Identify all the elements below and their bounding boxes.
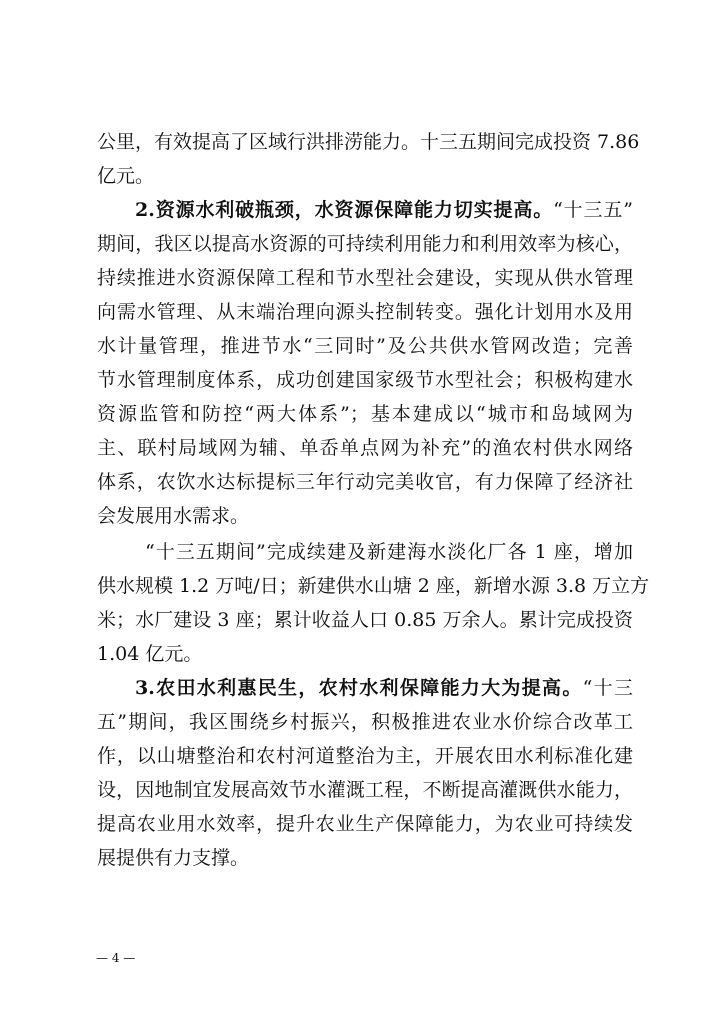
body-text-fragment: “十三 xyxy=(582,677,633,699)
body-text-fragment: “十三五” xyxy=(553,199,633,221)
body-text-line: 米；水厂建设 3 座；累计收益人口 0.85 万余人。累计完成投资 xyxy=(97,609,633,631)
body-text-line: 体系，农饮水达标提标三年行动完美收官，有力保障了经济社 xyxy=(97,471,633,493)
body-text-line: 1.04 亿元。 xyxy=(97,643,203,665)
section-heading-line xyxy=(135,195,633,225)
body-text-line: 持续推进水资源保障工程和节水型社会建设，实现从供水管理 xyxy=(97,267,633,289)
body-text-line: 供水规模 1.2 万吨/日；新建供水山塘 2 座，新增水源 3.8 万立方 xyxy=(97,575,650,597)
body-text-line: “十三五期间”完成续建及新建海水淡化厂各 1 座，增加 xyxy=(145,541,633,563)
body-text-line: 五”期间，我区围绕乡村振兴，积极推进农业水价综合改革工 xyxy=(97,711,633,733)
body-text-line: 作，以山塘整治和农村河道整治为主，开展农田水利标准化建 xyxy=(97,745,633,767)
body-text-line: 期间，我区以提高水资源的可持续利用能力和利用效率为核心， xyxy=(97,233,633,255)
body-text-line: 水计量管理，推进节水“三同时”及公共供水管网改造；完善 xyxy=(97,335,633,357)
body-text-line: 公里，有效提高了区域行洪排涝能力。十三五期间完成投资 7.86 xyxy=(97,131,640,153)
body-text-line: 展提供有力支撑。 xyxy=(97,847,250,869)
body-text-line: 向需水管理、从末端治理向源头控制转变。强化计划用水及用 xyxy=(97,301,633,323)
section-heading: 3.农田水利惠民生，农村水利保障能力大为提高。 xyxy=(135,677,583,699)
section-heading: 2.资源水利破瓶颈，水资源保障能力切实提高。 xyxy=(135,199,554,221)
page-number: — 4 — xyxy=(96,951,136,965)
body-text-line: 亿元。 xyxy=(97,165,155,187)
body-text-line: 节水管理制度体系，成功创建国家级节水型社会；积极构建水 xyxy=(97,369,633,391)
body-text-line: 资源监管和防控“两大体系”；基本建成以“城市和岛域网为 xyxy=(97,403,633,425)
body-text-line: 主、联村局域网为辅、单岙单点网为补充”的渔农村供水网络 xyxy=(97,437,633,459)
body-text-line: 设，因地制宜发展高效节水灌溉工程，不断提高灌溉供水能力， xyxy=(97,779,633,801)
body-text-line: 提高农业用水效率，提升农业生产保障能力，为农业可持续发 xyxy=(97,813,633,835)
section-heading-line xyxy=(135,673,633,703)
body-text-line: 会发展用水需求。 xyxy=(97,505,250,527)
